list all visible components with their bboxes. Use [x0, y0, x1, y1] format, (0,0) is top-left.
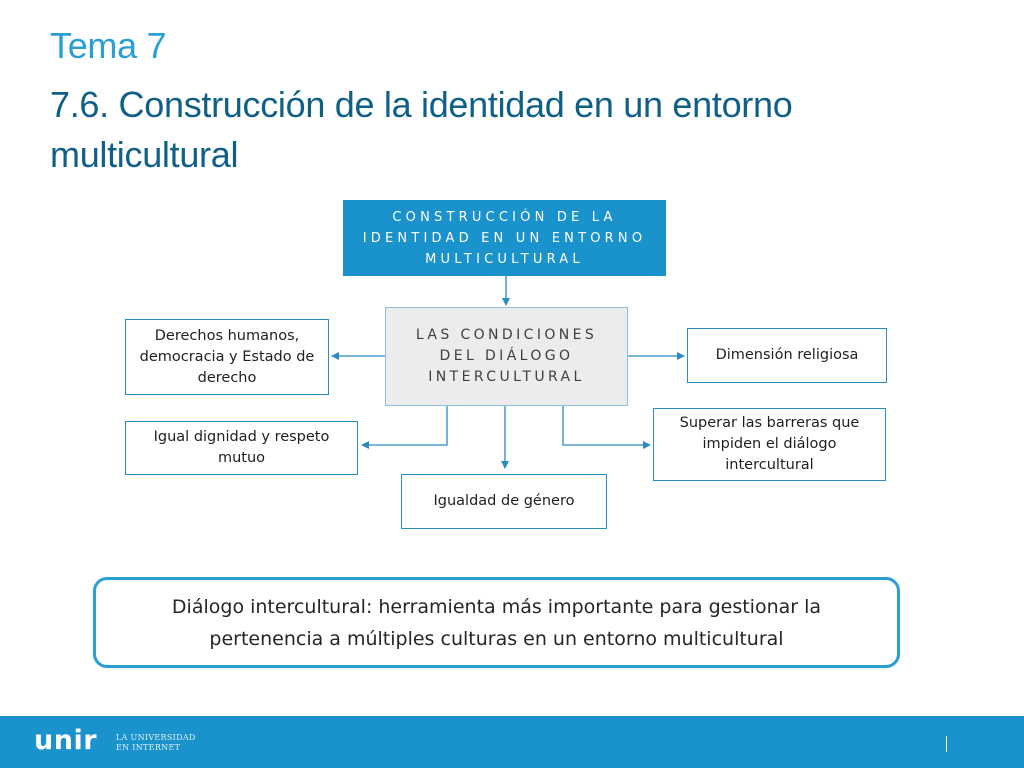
node-dimension-religiosa: Dimensión religiosa	[687, 328, 887, 383]
logo-tagline	[116, 733, 196, 753]
arrow-to-igual-dignidad	[362, 406, 447, 445]
callout-box	[93, 577, 900, 668]
node-igualdad-genero: Igualdad de género	[401, 474, 607, 529]
node-derechos-humanos: Derechos humanos, democracia y Estado de derecho	[125, 319, 329, 395]
callout-text: Diálogo intercultural: herramienta más importante para gestionar la pertenencia a múltiples culturas en un entorno multicultural	[171, 595, 822, 650]
logo-tagline-line-1: LA UNIVERSIDAD	[116, 733, 196, 742]
arrow-to-barreras	[563, 406, 650, 445]
root-node: CONSTRUCCIÓN DE LA IDENTIDAD EN UN ENTORNO MULTICULTURAL	[343, 200, 666, 276]
center-node: LAS CONDICIONES DEL DIÁLOGO INTERCULTURAL	[385, 307, 628, 406]
footer-divider	[946, 736, 947, 752]
node-igual-dignidad: Igual dignidad y respeto mutuo	[125, 421, 358, 475]
node-superar-barreras: Superar las barreras que impiden el diálogo intercultural	[653, 408, 886, 481]
logo-tagline-line-2: EN INTERNET	[116, 743, 181, 752]
slide-title: 7.6. Construcción de la identidad en un entorno multicultural	[50, 84, 793, 175]
topic-heading: Tema 7	[50, 25, 167, 66]
footer-bar	[0, 716, 1024, 768]
unir-logo: unir	[34, 725, 98, 756]
